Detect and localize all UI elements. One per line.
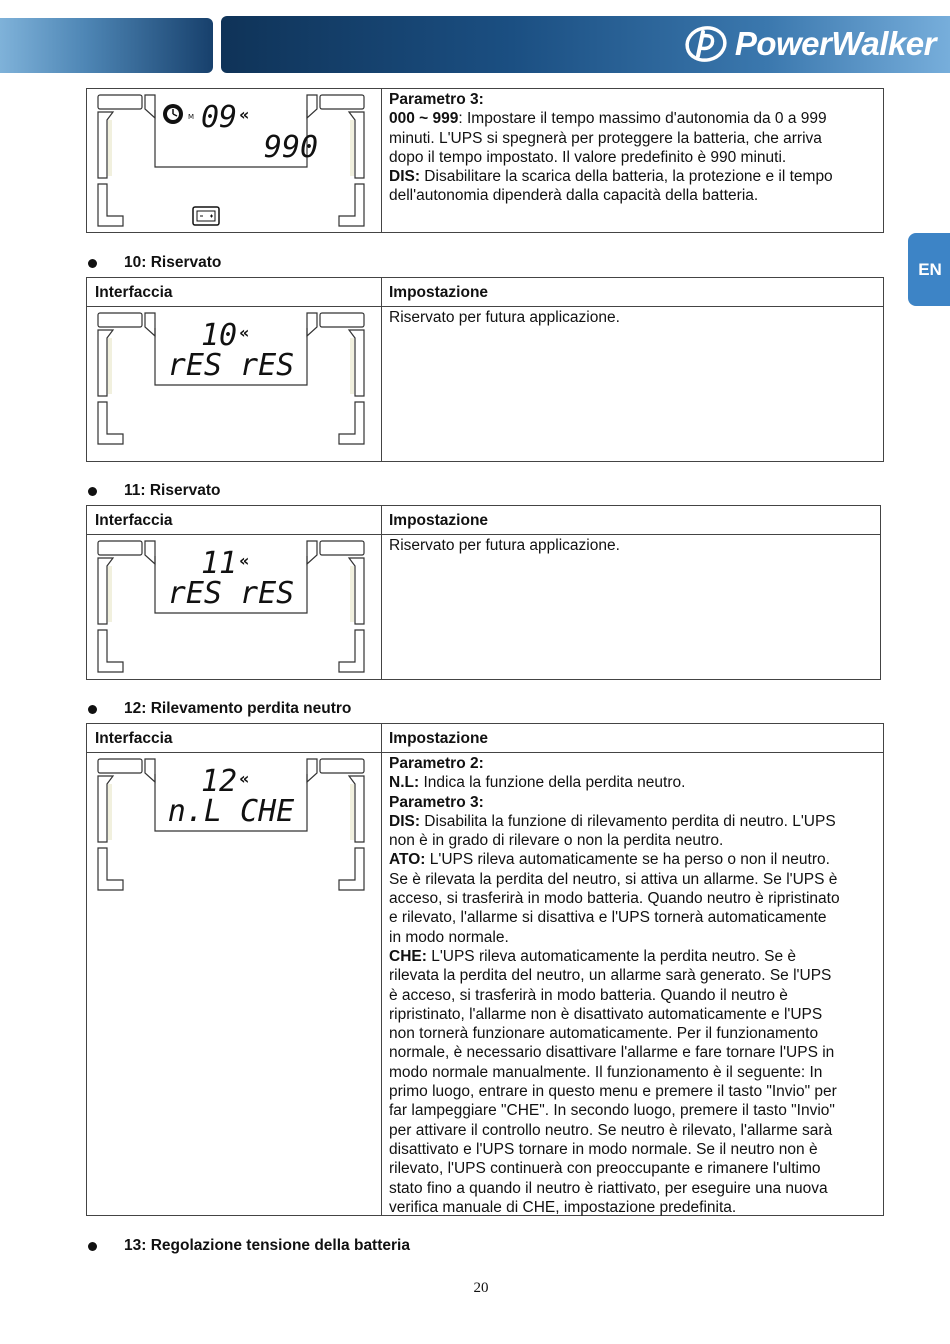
lcd-display-09 (93, 92, 369, 237)
text-run: stato fino a quando il neutro è riattivato, per eseguire una nuova (389, 1179, 828, 1197)
bullet-icon (88, 487, 97, 496)
text-run: disattivato e l'UPS tornare in modo normale. Se il neutro non è (389, 1140, 818, 1158)
lcd-arrow-icon: « (239, 323, 250, 342)
section-13-title: 13: Regolazione tensione della batteria (124, 1237, 410, 1254)
lcd-value: rES rES (167, 348, 295, 383)
bold-term: ATO: (389, 851, 426, 869)
description-line (389, 1140, 879, 1159)
description-line (389, 773, 879, 792)
description-line (389, 1024, 879, 1043)
text-run: verifica manuale di CHE, impostazione predefinita. (389, 1198, 737, 1216)
description-line (389, 1043, 879, 1062)
col-impostazione-header: Impostazione (389, 284, 489, 301)
text-run: rilevata la perdita del neutro, un allarme sarà generato. Se l'UPS (389, 967, 832, 985)
section-12-table (86, 723, 884, 1216)
section-11-table (86, 505, 881, 680)
text-run: : Impostare il tempo massimo d'autonomia da 0 a 999 (458, 110, 827, 128)
lcd-panel (93, 538, 369, 678)
text-run: Disabilita la funzione di rilevamento perdita di neutro. L'UPS (420, 812, 836, 830)
text-run: modo normale manualmente. Il funzionamento è il seguente: In (389, 1063, 823, 1081)
lcd-panel (93, 92, 369, 232)
description-line (389, 1179, 879, 1198)
section-10-table (86, 277, 884, 462)
lcd-display-11 (93, 538, 369, 683)
text-run: Se è rilevata la perdita del neutro, si attiva un allarme. Se l'UPS è (389, 870, 838, 888)
battery-icon (193, 207, 219, 225)
description-line (389, 1121, 879, 1140)
description-line (389, 754, 879, 773)
bold-term: Parametro 3: (389, 91, 484, 108)
bullet-icon (88, 259, 97, 268)
description-line (389, 1159, 879, 1178)
lcd-panel (93, 756, 369, 896)
lcd-display-10 (93, 310, 369, 455)
description-line (389, 109, 879, 128)
col-interfaccia-header: Interfaccia (95, 512, 173, 529)
text-run: acceso, si trasferirà in modo batteria. Quando neutro è ripristinato (389, 890, 840, 908)
text-run: far lampeggiare "CHE". In secondo luogo, premere il tasto "Invio" (389, 1102, 835, 1120)
brand-name: PowerWalker (734, 25, 936, 62)
language-tab-en[interactable]: EN (908, 233, 950, 306)
description-line (389, 793, 879, 812)
section-11-description (389, 536, 875, 555)
lcd-arrow-icon: « (239, 105, 250, 124)
lcd-value: n.L CHE (167, 794, 295, 829)
description-line (389, 1063, 879, 1082)
lcd-menu-code: 11 (201, 546, 238, 581)
description-line (389, 186, 879, 205)
header-bar-left (0, 18, 213, 73)
bold-term: Parametro 3: (389, 793, 484, 811)
section-11-title: 11: Riservato (124, 482, 221, 499)
section-10-heading (88, 254, 221, 272)
bold-term: DIS: (389, 812, 420, 830)
col-interfaccia-header: Interfaccia (95, 730, 173, 747)
lcd-menu-code: 09 (201, 100, 238, 135)
section-12-title: 12: Rilevamento perdita neutro (124, 700, 352, 717)
text-run: non è in grado di rilevare o non la perdita neutro. (389, 832, 724, 850)
lcd-value: 990 (263, 130, 319, 165)
lcd-arrow-icon: « (239, 769, 250, 788)
description-line (389, 986, 879, 1005)
text-run: Disabilitare la scarica della batteria, la protezione e il tempo (420, 168, 833, 186)
section-12-description (389, 754, 879, 1217)
text-run: minuti. L'UPS si spegnerà per proteggere la batteria, che arriva (389, 129, 822, 147)
col-interfaccia-header: Interfaccia (95, 284, 173, 301)
col-impostazione-header: Impostazione (389, 512, 489, 529)
description-line (389, 850, 879, 869)
text-run: L'UPS rileva automaticamente la perdita neutro. Se è (426, 947, 797, 965)
text-run: non tornerà funzionare automaticamente. Per il funzionamento (389, 1025, 819, 1043)
description-line (389, 908, 879, 927)
page-number: 20 (473, 1280, 489, 1296)
description-line (389, 308, 879, 327)
description-line (389, 1082, 879, 1101)
powerwalker-logo-icon (683, 24, 729, 64)
description-line (389, 928, 879, 947)
param-09-table (86, 88, 884, 233)
lcd-menu-code: 10 (201, 318, 238, 353)
header-bar-right (221, 16, 950, 73)
section-11-heading (88, 482, 221, 500)
clock-icon (163, 104, 183, 124)
lcd-panel (93, 310, 369, 450)
description-line (389, 90, 879, 109)
text-run: per attivare il controllo neutro. Se neutro è rilevato, l'allarme sarà (389, 1121, 833, 1139)
description-line (389, 129, 879, 148)
bold-term: DIS: (389, 168, 420, 186)
bold-term: Parametro 2: (389, 755, 484, 772)
description-line (389, 947, 879, 966)
text-run: ripristinato, l'allarme non è disattivato automaticamente e l'UPS (389, 1005, 823, 1023)
text-run: e rilevato, l'allarme si disattiva e l'UPS tornerà automaticamente (389, 909, 827, 927)
description-line (389, 167, 879, 186)
lcd-arrow-icon: « (239, 551, 250, 570)
text-run: Indica la funzione della perdita neutro. (419, 774, 686, 792)
param-09-description (389, 90, 879, 206)
description-line (389, 889, 879, 908)
section-13-heading (88, 1237, 410, 1255)
description-line (389, 812, 879, 831)
description-line (389, 966, 879, 985)
text-run: primo luogo, entrare in questo menu e premere il tasto "Invio" per (389, 1083, 837, 1101)
section-10-description (389, 308, 879, 327)
bullet-icon (88, 1242, 97, 1251)
description-line (389, 536, 875, 555)
description-line (389, 831, 879, 850)
lcd-menu-code: 12 (201, 764, 238, 799)
description-line (389, 1198, 879, 1217)
description-line (389, 148, 879, 167)
bold-term: CHE: (389, 947, 427, 965)
text-run: Riservato per futura applicazione. (389, 537, 620, 554)
lcd-display-12 (93, 756, 369, 901)
text-run: dopo il tempo impostato. Il valore predefinito è 990 minuti. (389, 148, 787, 166)
section-12-heading (88, 700, 351, 718)
text-run: è acceso, si trasferirà in modo batteria. Quando il neutro è (389, 986, 788, 1004)
text-run: dell'autonomia dipenderà dalla capacità della batteria. (389, 187, 759, 205)
brand-logo (683, 24, 936, 64)
bullet-icon (88, 705, 97, 714)
text-run: rilevato, l'UPS continuerà con preoccupante e rimanere l'ultimo (389, 1160, 821, 1178)
text-run: L'UPS rileva automaticamente se ha perso o non il neutro. (425, 851, 830, 869)
description-line (389, 1005, 879, 1024)
description-line (389, 1101, 879, 1120)
col-impostazione-header: Impostazione (389, 730, 489, 747)
text-run: in modo normale. (389, 928, 509, 946)
lcd-m-indicator: M (188, 113, 195, 121)
bold-term: N.L: (389, 774, 420, 792)
text-run: normale, è necessario disattivare l'allarme e fare tornare l'UPS in (389, 1044, 835, 1062)
text-run: Riservato per futura applicazione. (389, 309, 620, 326)
lcd-value: rES rES (167, 576, 295, 611)
description-line (389, 870, 879, 889)
section-10-title: 10: Riservato (124, 254, 222, 271)
bold-term: 000 ~ 999 (389, 110, 459, 128)
